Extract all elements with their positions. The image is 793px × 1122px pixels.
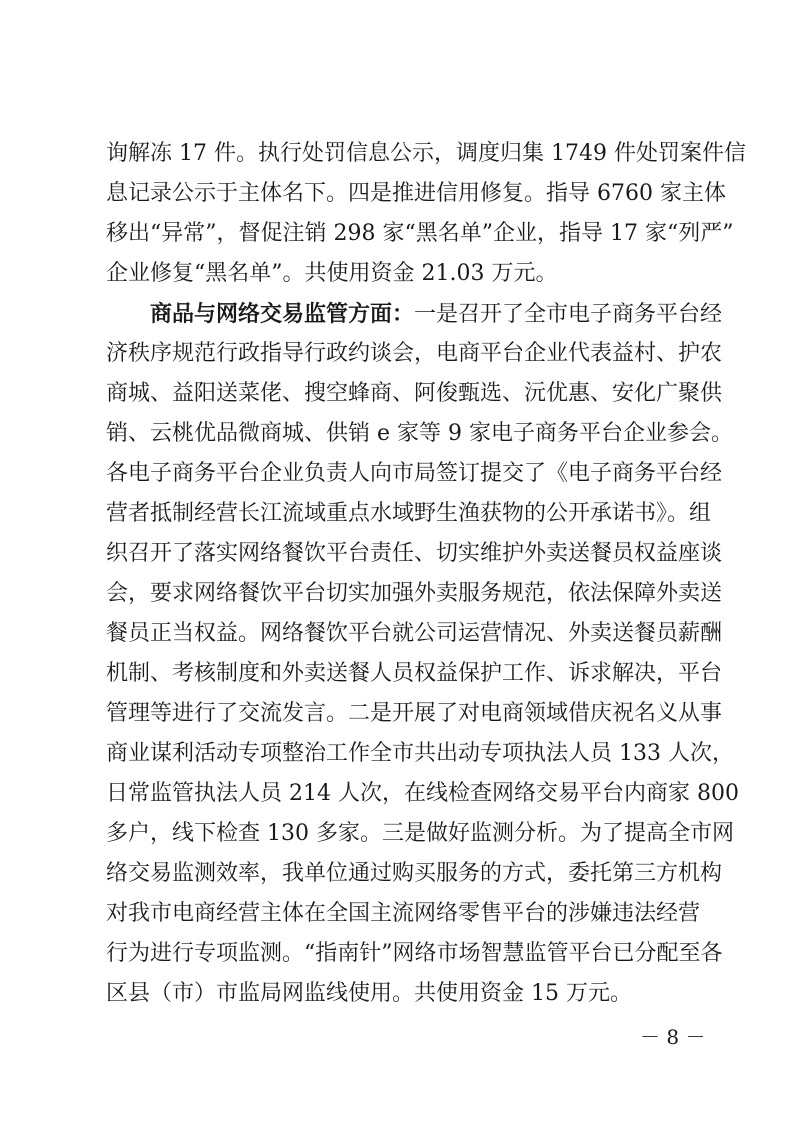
text-line: 销、云桃优品微商城、供销 e 家等 9 家电子商务平台企业参会。 [106,421,733,446]
text-line: 济秩序规范行政指导行政约谈会，电商平台企业代表益村、护农 [106,341,723,366]
text-line: 多户，线下检查 130 多家。三是做好监测分析。为了提高全市网 [106,821,734,846]
text-line: 织召开了落实网络餐饮平台责任、切实维护外卖送餐员权益座谈 [106,541,723,566]
text-line: 营者抵制经营长江流域重点水域野生渔获物的公开承诺书》。组 [106,501,712,526]
text-line: 络交易监测效率，我单位通过购买服务的方式，委托第三方机构 [106,861,723,886]
text-line: 会，要求网络餐饮平台切实加强外卖服务规范，依法保障外卖送 [106,581,723,606]
text-line: 商城、益阳送菜佬、搜空蜂商、阿俊甄选、沅优惠、安化广聚供 [106,381,723,406]
text-line: 餐员正当权益。网络餐饮平台就公司运营情况、外卖送餐员薪酬 [106,621,723,646]
text-line: 移出“异常”，督促注销 298 家“黑名单”企业，指导 17 家“列严” [106,221,734,246]
text-line: 行为进行专项监测。“指南针”网络市场智慧监管平台已分配至各 [106,941,723,966]
text-line: 机制、考核制度和外卖送餐人员权益保护工作、诉求解决，平台 [106,661,723,686]
text-line: 询解冻 17 件。执行处罚信息公示，调度归集 1749 件处罚案件信 [106,141,746,166]
text-line: 区县（市）市监局网监线使用。共使用资金 15 万元。 [106,981,632,1006]
text-line: 对我市电商经营主体在全国主流网络零售平台的涉嫌违法经营 [106,901,701,926]
text-line: 一是召开了全市电子商务平台经 [414,302,723,327]
text-line: 管理等进行了交流发言。二是开展了对电商领域借庆祝名义从事 [106,701,723,726]
text-line: 各电子商务平台企业负责人向市局签订提交了《电子商务平台经 [106,461,723,486]
section-first-line [150,294,723,334]
section-heading: 商品与网络交易监管方面： [150,301,415,327]
text-line: 商业谋利活动专项整治工作全市共出动专项执法人员 133 人次， [106,741,734,766]
text-line: 企业修复“黑名单”。共使用资金 21.03 万元。 [106,261,558,286]
text-line: 日常监管执法人员 214 人次，在线检查网络交易平台内商家 800 [106,781,739,806]
text-line: 息记录公示于主体名下。四是推进信用修复。指导 6760 家主体 [106,181,726,206]
page-number: － 8 － [640,1025,706,1049]
